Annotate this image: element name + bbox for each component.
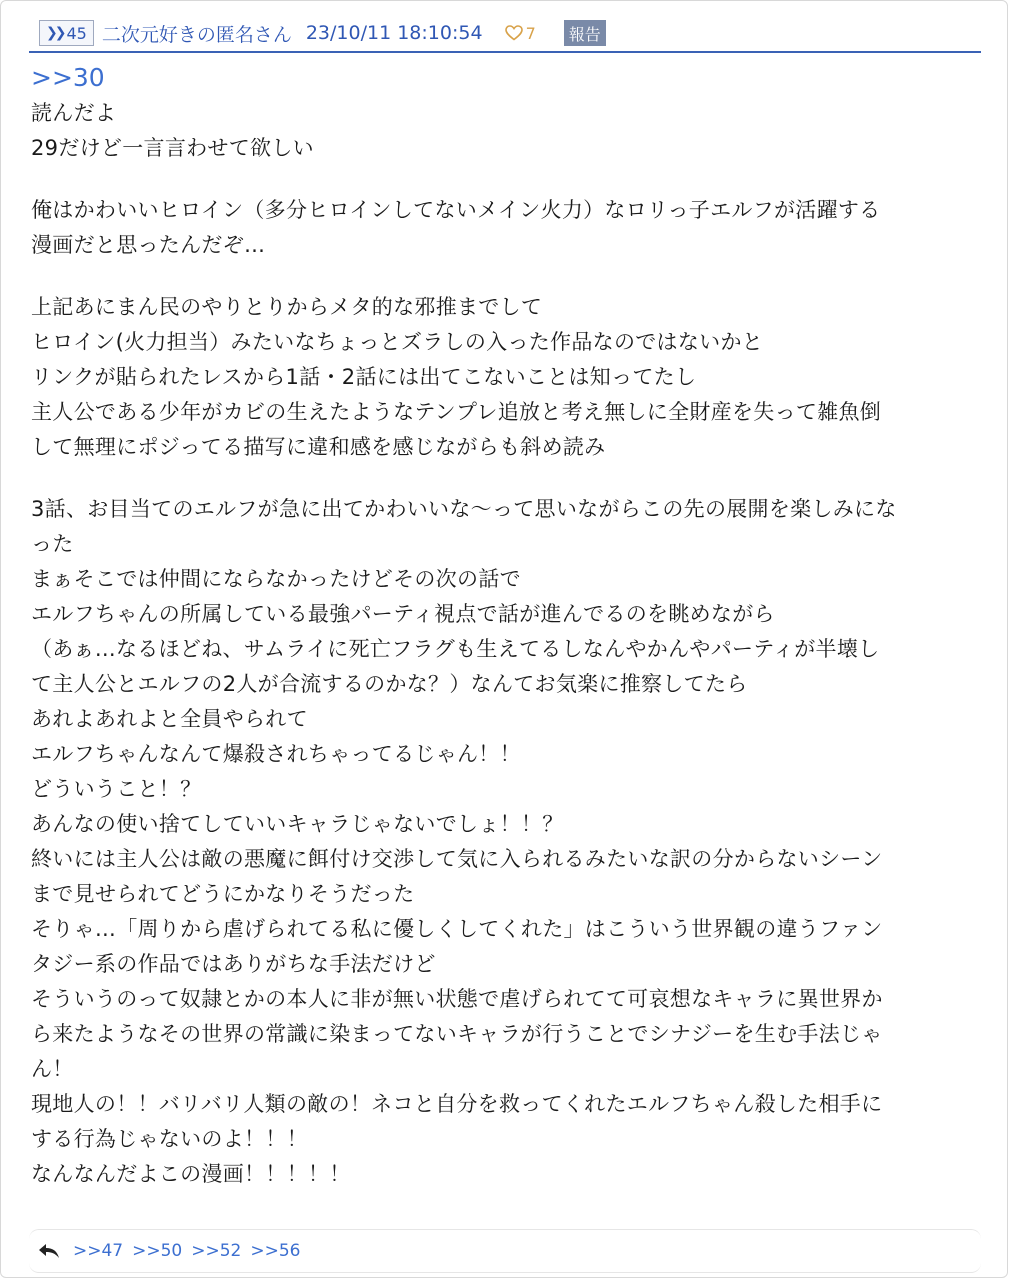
post-body-line: どういうこと！？: [31, 777, 202, 801]
post-body-line: 上記あにまん民のやりとりからメタ的な邪推までして: [31, 295, 543, 319]
double-chevron-right-icon: ❯❯: [46, 25, 64, 41]
post-body-line: あんなの使い捨てしていいキャラじゃないでしょ！！？: [31, 812, 564, 836]
post-body-line: 3話、お目当てのエルフが急に出てかわいいな〜って思いながらこの先の展開を楽しみにな: [31, 497, 897, 521]
reply-link-56[interactable]: >>56: [250, 1241, 301, 1261]
post-body-line: そういうのって奴隷とかの本人に非が無い状態で虐げられてて可哀想なキャラに異世界か: [31, 987, 883, 1011]
reply-link-50[interactable]: >>50: [132, 1241, 183, 1261]
post-body-line: ら来たようなその世界の常識に染まってないキャラが行うことでシナジーを生む手法じゃ: [31, 1022, 883, 1046]
post-body-line: エルフちゃんなんて爆殺されちゃってるじゃん！！: [31, 742, 521, 766]
like-button[interactable]: [505, 24, 536, 43]
heart-icon: [505, 25, 523, 41]
post-body-line: リンクが貼られたレスから1話・2話には出てこないことは知ってたし: [31, 365, 697, 389]
like-count: 7: [525, 23, 536, 43]
paragraph-gap: [31, 465, 981, 492]
post-body-line: 現地人の！！バリバリ人類の敵の！ネコと自分を救ってくれたエルフちゃん殺した相手に: [31, 1092, 883, 1116]
post-body-line: 漫画だと思ったんだぞ…: [31, 233, 266, 257]
post-number: 45: [66, 23, 87, 43]
reply-footer: [29, 1229, 981, 1273]
post-body-line: ヒロイン(火力担当）みたいなちょっとズラしの入った作品なのではないかと: [31, 330, 764, 354]
post-header: [29, 15, 981, 51]
post-body-line: （あぁ…なるほどね、サムライに死亡フラグも生えてるしなんやかんやパーティが半壊し: [31, 637, 880, 661]
post-body-line: 29だけど一言言わせて欲しい: [31, 136, 314, 160]
post-body-line: して無理にポジってる描写に違和感を感じながらも斜め読み: [31, 435, 606, 459]
post-body-line: った: [31, 532, 74, 556]
post-body-line: タジー系の作品ではありがちな手法だけど: [31, 952, 436, 976]
paragraph-gap: [31, 166, 981, 193]
report-button[interactable]: 報告: [564, 20, 606, 46]
post-number-button[interactable]: [39, 20, 94, 46]
post-body-line: する行為じゃないのよ！！！: [31, 1127, 308, 1151]
reply-link-52[interactable]: >>52: [191, 1241, 242, 1261]
post-body-line: あれよあれよと全員やられて: [31, 707, 308, 731]
reply-link-47[interactable]: >>47: [73, 1241, 124, 1261]
post-body-line: 主人公である少年がカビの生えたようなテンプレ追放と考え無しに全財産を失って雑魚倒: [31, 400, 882, 424]
post-body-line: 読んだよ: [31, 101, 117, 125]
post-body: [31, 96, 981, 1192]
post-body-line: ん！: [31, 1057, 74, 1081]
anchor-link[interactable]: >>30: [31, 63, 105, 92]
post-datetime: 23/10/11 18:10:54: [305, 22, 483, 44]
post-body-line: 終いには主人公は敵の悪魔に餌付け交渉して気に入られるみたいな訳の分からないシーン: [31, 847, 883, 871]
post-body-line: エルフちゃんの所属している最強パーティ視点で話が進んでるのを眺めながら: [31, 602, 775, 626]
post-body-line: て主人公とエルフの2人が合流するのかな？）なんてお気楽に推察してたら: [31, 672, 748, 696]
reply-arrow-icon[interactable]: [37, 1242, 61, 1260]
post-body-line: まで見せられてどうにかなりそうだった: [31, 882, 415, 906]
post-body-line: なんなんだよこの漫画！！！！！: [31, 1162, 351, 1186]
post-body-line: まぁそこでは仲間にならなかったけどその次の話で: [31, 567, 521, 591]
post-body-line: そりゃ…「周りから虐げられてる私に優しくしてくれた」はこういう世界観の違うファン: [31, 917, 883, 941]
poster-name[interactable]: 二次元好きの匿名さん: [101, 23, 292, 46]
paragraph-gap: [31, 263, 981, 290]
header-divider: [29, 51, 981, 53]
post-body-line: 俺はかわいいヒロイン（多分ヒロインしてないメイン火力）なロリっ子エルフが活躍する: [31, 198, 881, 222]
